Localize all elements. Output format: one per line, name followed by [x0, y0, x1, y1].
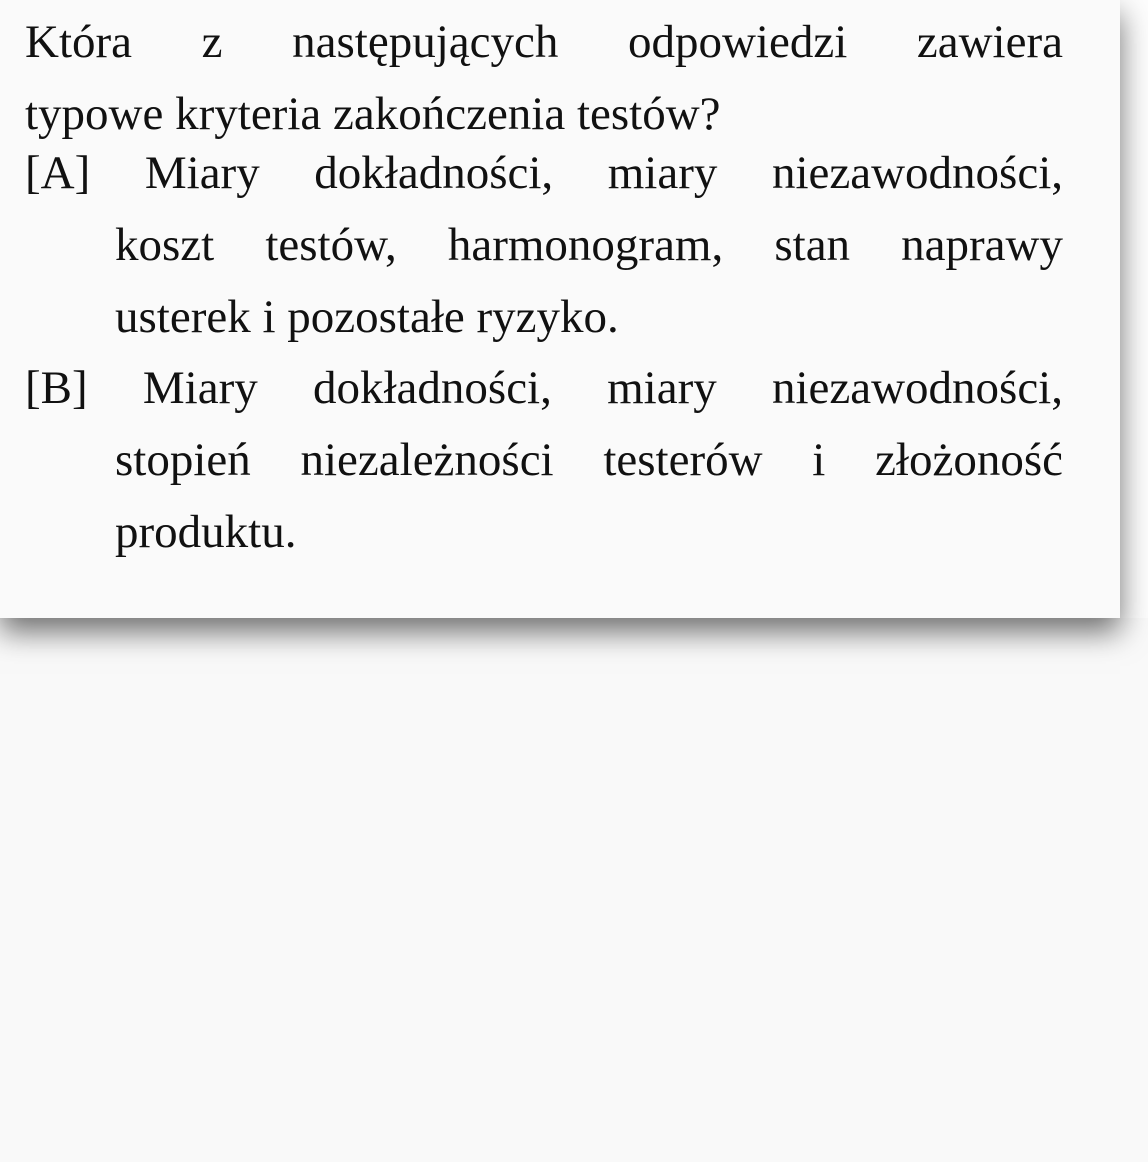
option-b-line-2: stopień niezależności testerów i złożoność [115, 434, 1063, 486]
option-a-text-1: Miary dokładności, miary niezawodności, [144, 147, 1063, 199]
question-line-2: typowe kryteria zakończenia testów? [25, 88, 721, 140]
option-b-text-1: Miary dokładności, miary niezawodności, [142, 362, 1063, 414]
option-b-line-3: produktu. [115, 506, 297, 558]
option-a-line-1 [25, 137, 1063, 209]
option-b [25, 352, 1063, 568]
option-a [25, 137, 1063, 353]
option-a-line-2: koszt testów, harmonogram, stan naprawy [115, 219, 1063, 271]
question-line-1: Która z następujących odpowiedzi zawiera [25, 16, 1063, 68]
option-a-marker: [A] [25, 147, 91, 199]
bottom-page-fragment [0, 618, 1148, 1162]
option-b-line-1 [25, 352, 1063, 424]
option-a-line-3: usterek i pozostałe ryzyko. [115, 291, 619, 343]
question-text [25, 6, 1063, 150]
option-b-marker: [B] [25, 362, 88, 414]
